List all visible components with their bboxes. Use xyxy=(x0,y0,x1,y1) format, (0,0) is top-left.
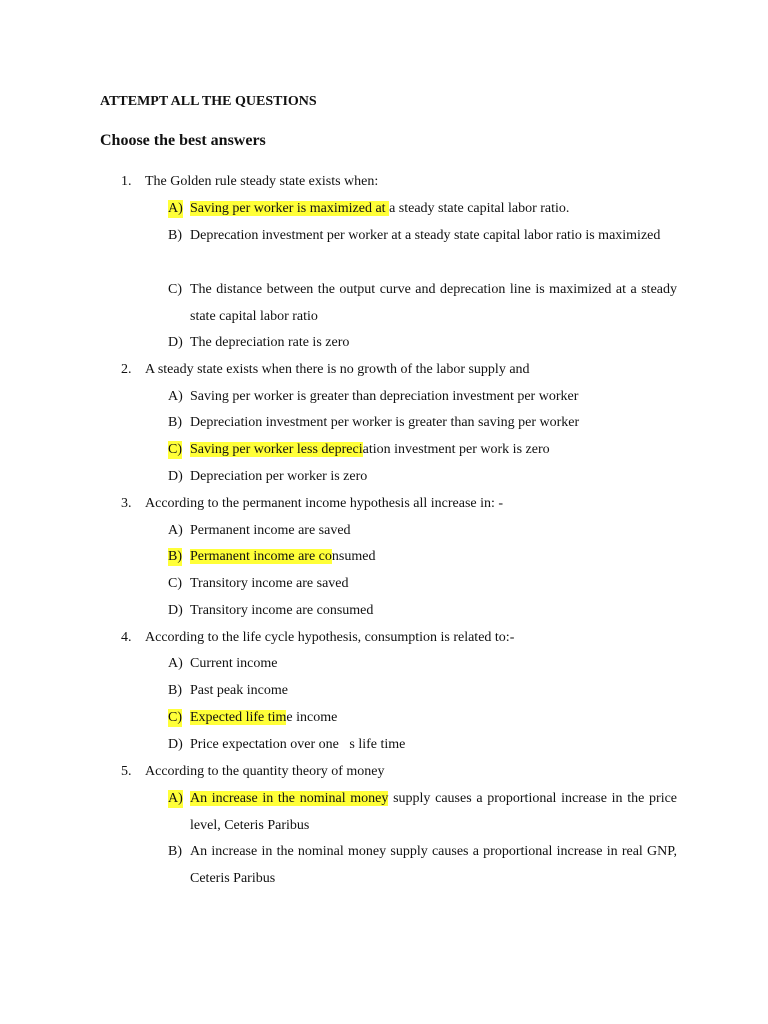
page-subheading: Choose the best answers xyxy=(100,132,266,149)
option-letter: B) xyxy=(168,228,182,243)
option-text: ation investment per work is zero xyxy=(362,442,550,457)
option-1d xyxy=(168,334,677,352)
option-letter: D) xyxy=(168,603,183,618)
option-text: Permanent income are saved xyxy=(190,523,351,538)
highlighted-text: Saving per worker is maximized at xyxy=(190,201,390,216)
highlighted-text: Permanent income are co xyxy=(190,549,332,564)
option-text: Past peak income xyxy=(190,683,288,698)
option-letter: C) xyxy=(168,282,182,297)
option-4d xyxy=(168,736,677,754)
option-3a xyxy=(168,522,677,540)
option-letter: A) xyxy=(168,389,183,404)
option-letter: B) xyxy=(168,549,182,564)
option-4c xyxy=(168,709,677,727)
question-number: 2. xyxy=(121,362,132,377)
option-letter: A) xyxy=(168,656,183,671)
question-text: According to the life cycle hypothesis, consumption is related to:- xyxy=(145,630,515,645)
option-text: The distance between the output curve and deprecation line is maximized at a steady state capital labor ratio xyxy=(190,282,677,324)
option-text: a steady state capital labor ratio. xyxy=(389,201,570,216)
question-number: 1. xyxy=(121,174,132,189)
highlighted-text: An increase in the nominal money xyxy=(190,791,389,806)
option-text: nsumed xyxy=(331,549,376,564)
highlighted-text: Expected life tim xyxy=(190,710,287,725)
option-letter: C) xyxy=(168,442,182,457)
option-letter: A) xyxy=(168,791,183,806)
option-text: Price expectation over one s life time xyxy=(190,737,406,752)
option-letter: B) xyxy=(168,415,182,430)
option-1c xyxy=(168,281,677,330)
question-5 xyxy=(121,763,385,781)
option-3d xyxy=(168,602,677,620)
question-number: 4. xyxy=(121,630,132,645)
option-text: supply causes a proportional increase in the price level, Ceteris Paribus xyxy=(190,791,678,833)
question-text: According to the permanent income hypothesis all increase in: - xyxy=(145,496,504,511)
option-letter: A) xyxy=(168,201,183,216)
question-4 xyxy=(121,629,514,647)
option-text: Current income xyxy=(190,656,278,671)
option-2d xyxy=(168,468,677,486)
option-text: Saving per worker is greater than depreciation investment per worker xyxy=(190,389,579,404)
option-text: Deprecation investment per worker at a steady state capital labor ratio is maximized xyxy=(190,228,661,243)
option-letter: D) xyxy=(168,469,183,484)
option-1a xyxy=(168,200,677,218)
question-3 xyxy=(121,495,503,513)
option-letter: C) xyxy=(168,576,182,591)
question-2 xyxy=(121,361,530,379)
highlighted-text: Saving per worker less depreci xyxy=(190,442,363,457)
option-letter: D) xyxy=(168,335,183,350)
question-text: A steady state exists when there is no growth of the labor supply and xyxy=(145,362,530,377)
option-3b xyxy=(168,548,677,566)
option-letter: C) xyxy=(168,710,182,725)
option-5a xyxy=(168,790,677,839)
option-5b xyxy=(168,843,677,892)
option-4a xyxy=(168,655,677,673)
option-text: Depreciation per worker is zero xyxy=(190,469,368,484)
page-heading: ATTEMPT ALL THE QUESTIONS xyxy=(100,94,317,109)
option-text: An increase in the nominal money supply causes a proportional increase in real GNP, Ceteris Paribus xyxy=(190,844,677,886)
option-4b xyxy=(168,682,677,700)
option-letter: B) xyxy=(168,683,182,698)
option-text: Transitory income are consumed xyxy=(190,603,374,618)
option-letter: A) xyxy=(168,523,183,538)
option-text: e income xyxy=(286,710,338,725)
option-letter: B) xyxy=(168,844,182,859)
question-1 xyxy=(121,173,378,191)
question-number: 5. xyxy=(121,764,132,779)
option-text: The depreciation rate is zero xyxy=(190,335,350,350)
option-letter: D) xyxy=(168,737,183,752)
option-3c xyxy=(168,575,677,593)
option-1b xyxy=(168,227,677,250)
question-text: According to the quantity theory of money xyxy=(145,764,385,779)
option-2a xyxy=(168,388,677,406)
question-text: The Golden rule steady state exists when: xyxy=(145,174,379,189)
option-text: Depreciation investment per worker is greater than saving per worker xyxy=(190,415,580,430)
option-text: Transitory income are saved xyxy=(190,576,349,591)
question-number: 3. xyxy=(121,496,132,511)
option-2c xyxy=(168,441,677,459)
option-2b xyxy=(168,414,677,432)
